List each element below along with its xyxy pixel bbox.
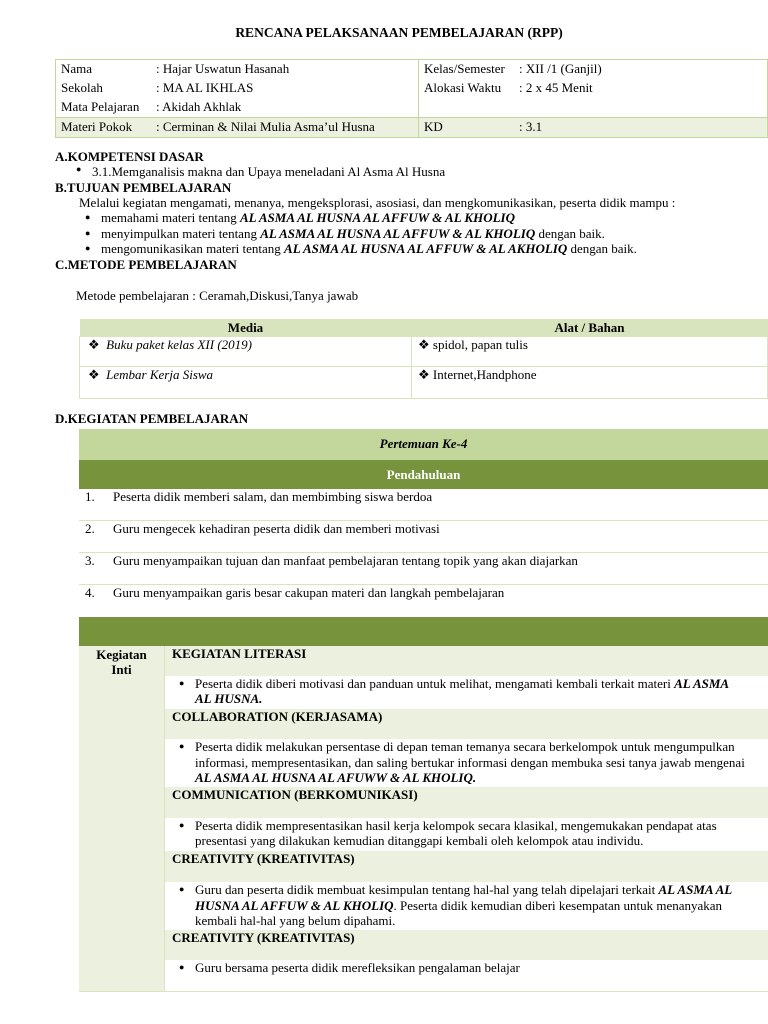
alat-item-1: ❖ spidol, papan tulis: [412, 337, 768, 367]
sekolah-label: Sekolah: [61, 80, 103, 95]
block-text-creativity-1: ● Guru dan peserta didik membuat kesimpulan tentang hal-hal yang telah dipelajari terkait AL ASMA AL HUSNA AL AFFUW & AL KHOLIQ. Peserta didik kemudian diberi kesempatan untuk menanyakan kembali hal-hal yang belum dipahami.: [165, 882, 768, 930]
materi-cell: [56, 118, 419, 138]
mapel-value: : Akidah Akhlak: [156, 99, 242, 114]
block-text-creativity-2: ● Guru bersama peserta didik merefleksikan pengalaman belajar: [165, 960, 768, 990]
media-item-1: ❖ Buku paket kelas XII (2019): [80, 337, 412, 367]
kd-cell: [419, 118, 768, 138]
pendahuluan-item-1: 1. Peserta didik memberi salam, dan membimbing siswa berdoa: [79, 489, 768, 521]
tujuan-item-3: ● mengomunikasikan materi tentang AL ASMA AL HUSNA AL AFFUW & AL AKHOLIQ dengan baik.: [101, 241, 637, 257]
section-b-intro: Melalui kegiatan mengamati, menanya, mengeksplorasi, asosiasi, dan mengkomunikasikan, peserta didik mampu :: [79, 195, 676, 210]
kegiatan-inti-bar: [79, 617, 768, 646]
mapel-cell: [56, 98, 419, 118]
section-c-heading: C.METODE PEMBELAJARAN: [55, 257, 237, 272]
nama-value: : Hajar Uswatun Hasanah: [156, 61, 290, 76]
section-b-list: [101, 210, 637, 257]
identity-table: [55, 59, 768, 138]
kegiatan-inti-label: Kegiatan Inti: [79, 646, 165, 991]
kd-value: : 3.1: [519, 119, 543, 134]
tujuan-item-1: ● memahami materi tentang AL ASMA AL HUSNA AL AFFUW & AL KHOLIQ: [101, 210, 637, 226]
mapel-label: Mata Pelajaran: [61, 99, 140, 114]
diamond-bullet-icon: ❖: [418, 337, 430, 352]
media-header: Media: [80, 319, 412, 337]
tujuan-item-2: ● menyimpulkan materi tentang AL ASMA AL HUSNA AL AFFUW & AL KHOLIQ dengan baik.: [101, 226, 637, 242]
nama-cell: [56, 60, 419, 80]
block-heading-communication: COMMUNICATION (BERKOMUNIKASI): [165, 787, 768, 818]
section-b-heading: B.TUJUAN PEMBELAJARAN: [55, 180, 232, 195]
nama-label: Nama: [61, 61, 93, 76]
kd-label: KD: [424, 119, 443, 134]
diamond-bullet-icon: ❖: [88, 367, 100, 382]
pendahuluan-item-4: 4. Guru menyampaikan garis besar cakupan materi dan langkah pembelajaran: [85, 585, 505, 600]
kelas-label: Kelas/Semester: [424, 61, 505, 76]
alat-header: Alat / Bahan: [412, 319, 768, 337]
media-item-2: ❖ Lembar Kerja Siswa: [80, 367, 412, 399]
section-a-heading: A.KOMPETENSI DASAR: [55, 149, 204, 164]
block-text-literasi: ● Peserta didik diberi motivasi dan panduan untuk melihat, mengamati kembali terkait materi AL ASMA AL HUSNA.: [165, 676, 768, 709]
materi-label: Materi Pokok: [61, 119, 133, 134]
block-text-communication: ● Peserta didik mempresentasikan hasil kerja kelompok secara klasikal, mengemukakan pendapat atas presentasi yang dilakukan kemudian ditanggapi kembali oleh kelompok atau individu.: [165, 818, 768, 851]
pendahuluan-item-2: 2. Guru mengecek kehadiran peserta didik dan memberi motivasi: [79, 521, 768, 553]
metode-text: Metode pembelajaran : Ceramah,Diskusi,Tanya jawab: [76, 288, 359, 303]
kegiatan-inti-section: [79, 646, 768, 992]
block-heading-creativity-2: CREATIVITY (KREATIVITAS): [165, 930, 768, 960]
block-heading-creativity-1: CREATIVITY (KREATIVITAS): [165, 851, 768, 882]
kelas-value: : XII /1 (Ganjil): [519, 61, 602, 76]
sekolah-cell: [56, 79, 419, 98]
section-a-list: [92, 164, 445, 180]
alokasi-cell: [419, 79, 768, 118]
block-heading-literasi: KEGIATAN LITERASI: [165, 646, 768, 676]
alokasi-label: Alokasi Waktu: [424, 80, 502, 95]
sekolah-value: : MA AL IKHLAS: [156, 80, 254, 95]
pertemuan-bar: Pertemuan Ke-4: [79, 429, 768, 460]
block-heading-collaboration: COLLABORATION (KERJASAMA): [165, 709, 768, 739]
pendahuluan-bar: Pendahuluan: [79, 460, 768, 489]
block-text-collaboration: ● Peserta didik melakukan persentase di depan teman temanya secara berkelompok untuk mengumpulkan informasi, mempresentasikan, dan saling bertukar informasi dengan membuka sesi tanya jawab mengenai AL ASMA AL HUSNA AL AFUWW & AL KHOLIQ.: [165, 739, 768, 787]
section-a-item: ● 3.1.Memganalisis makna dan Upaya meneladani Al Asma Al Husna: [92, 164, 445, 180]
document-title: RENCANA PELAKSANAAN PEMBELAJARAN (RPP): [235, 25, 563, 40]
section-d-heading: D.KEGIATAN PEMBELAJARAN: [55, 411, 249, 426]
diamond-bullet-icon: ❖: [88, 337, 100, 352]
materi-value: : Cerminan & Nilai Mulia Asma’ul Husna: [156, 119, 375, 134]
diamond-bullet-icon: ❖: [418, 367, 430, 382]
kelas-cell: [419, 60, 768, 80]
media-table: [79, 319, 768, 399]
kegiatan-table: [79, 429, 768, 992]
alat-item-2: ❖ Internet,Handphone: [412, 367, 768, 399]
alokasi-value: : 2 x 45 Menit: [519, 80, 593, 95]
kegiatan-inti-content: [165, 646, 768, 991]
pendahuluan-item-3: 3. Guru menyampaikan tujuan dan manfaat pembelajaran tentang topik yang akan diajarkan: [79, 553, 768, 585]
